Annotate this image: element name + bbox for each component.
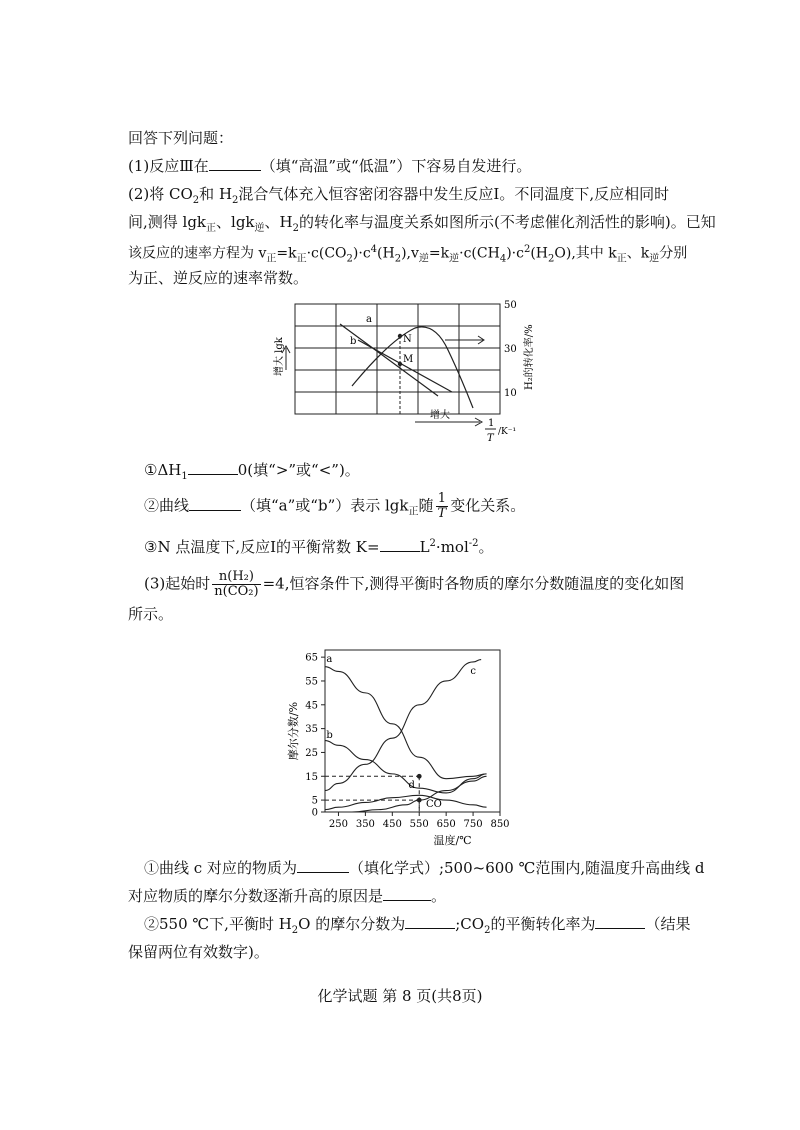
q2-text: O),其中 k — [554, 245, 617, 262]
x-unit: /K⁻¹ — [498, 427, 517, 437]
q2-text: (H — [530, 245, 549, 262]
q3ii-text: O 的摩尔分数为 — [298, 915, 406, 933]
q3ii-text: 的平衡转化率为 — [490, 915, 596, 933]
series-label-co: CO — [425, 799, 442, 811]
subscript: 2 — [548, 253, 555, 265]
x-tick-label: 650 — [436, 819, 456, 830]
conversion-curve — [352, 327, 473, 408]
q2-text: ·c(CO — [306, 245, 347, 262]
subscript: 逆 — [449, 253, 460, 265]
answer-blank-5[interactable] — [297, 858, 349, 873]
curve-a — [340, 324, 438, 396]
q2i-text: 0(填“>”或“<”)。 — [237, 461, 360, 479]
series-label-b: b — [326, 730, 333, 742]
q1-text-a: (1)反应Ⅲ在 — [128, 157, 209, 175]
q2ii-text: 变化关系。 — [450, 496, 526, 515]
fraction-numerator: 1 — [436, 492, 449, 507]
point-M — [398, 362, 402, 366]
x-tick-label: 750 — [463, 819, 483, 830]
q2-text: 该反应的速率方程为 v — [128, 245, 267, 262]
fraction-denominator: n(CO₂) — [214, 584, 259, 599]
label-b: b — [350, 336, 357, 347]
page-footer: 化学试题 第 8 页(共8页) — [317, 987, 483, 1005]
q2-text: 、H — [264, 213, 293, 231]
y-tick-label: 15 — [305, 771, 318, 783]
series-label-a: a — [326, 653, 333, 665]
q2-text: ),v — [401, 245, 419, 262]
series-label-d: d — [408, 780, 415, 792]
answer-blank-2[interactable] — [188, 460, 238, 475]
y-axis-label-right: H₂的转化率/% — [524, 324, 535, 390]
x-tick-label: 250 — [328, 819, 349, 830]
q2-text: 混合气体充入恒容密闭容器中发生反应Ⅰ。不同温度下,反应相同时 — [238, 185, 670, 203]
q2-text: =k — [428, 245, 450, 262]
q2-text: =k — [276, 245, 297, 262]
marker-point — [417, 774, 422, 779]
x-tick-label: 850 — [490, 819, 510, 830]
answer-blank-8[interactable] — [595, 914, 645, 929]
q2iii-text: ·mol — [435, 538, 469, 556]
superscript: 2 — [523, 244, 531, 255]
question-1 — [128, 156, 531, 176]
q2-text: )·c — [506, 245, 524, 262]
question-3-line-1 — [144, 570, 684, 599]
subscript: 2 — [292, 223, 299, 234]
fraction-ratio — [212, 570, 260, 599]
y-tick-label: 25 — [305, 747, 318, 759]
question-2-ii — [144, 492, 525, 523]
q3i-text: ①曲线 c 对应的物质为 — [144, 859, 297, 877]
subscript: 逆 — [649, 253, 660, 265]
fraction-denominator: T — [437, 506, 447, 521]
q2-text: (2)将 CO — [128, 185, 193, 203]
q2ii-text: ②曲线 — [144, 496, 190, 515]
subscript: 正 — [206, 223, 217, 234]
subscript: 正 — [616, 253, 627, 265]
q3i-text: 。 — [431, 887, 447, 905]
marker-point — [417, 798, 422, 803]
subscript: 正 — [266, 253, 277, 265]
y-tick-label: 65 — [305, 652, 318, 664]
subscript: 2 — [192, 195, 200, 206]
right-tick-30: 30 — [504, 344, 517, 355]
question-3-ii-line-1 — [144, 914, 690, 941]
question-2-line-2 — [128, 212, 716, 239]
rate-constant-figure — [270, 300, 550, 450]
answer-blank-7[interactable] — [405, 914, 455, 929]
superscript: 4 — [370, 244, 378, 255]
question-2-line-4: 为正、逆反应的速率常数。 — [128, 269, 309, 287]
x-axis-label: 温度/℃ — [433, 834, 472, 847]
subscript: 2 — [291, 925, 299, 936]
q2i-text: ①ΔH — [144, 461, 182, 479]
x-tick-label: 350 — [355, 819, 375, 830]
answer-blank-4[interactable] — [380, 537, 420, 552]
x-tick-label: 450 — [382, 819, 402, 830]
y-tick-label: 0 — [311, 807, 318, 819]
mole-fraction-chart — [285, 640, 525, 850]
question-2-i — [144, 460, 360, 487]
answer-blank-1[interactable] — [209, 156, 261, 171]
point-N — [398, 334, 402, 338]
subscript: 2 — [484, 925, 491, 936]
q2-text: ·c(CH — [459, 245, 500, 262]
right-tick-10: 10 — [504, 388, 517, 399]
subscript: 2 — [394, 253, 402, 265]
question-3-i-line-1 — [144, 858, 705, 878]
answer-blank-6[interactable] — [383, 886, 431, 901]
q2iii-text: L — [419, 538, 430, 556]
q3ii-text: ②550 ℃下,平衡时 H — [144, 915, 292, 933]
q1-text-b: （填“高温”或“低温”）下容易自发进行。 — [260, 157, 532, 175]
question-2-iii — [144, 534, 494, 557]
q2ii-text: 随 — [418, 496, 434, 515]
y-axis-label: 摩尔分数/% — [287, 701, 300, 761]
subscript: 2 — [232, 195, 239, 206]
subscript: 正 — [408, 506, 419, 518]
superscript: 2 — [429, 538, 436, 549]
q2-text: (H — [377, 245, 395, 262]
q3-text: (3)起始时 — [144, 574, 211, 593]
q2-text: 间,测得 lgk — [128, 213, 207, 231]
answer-blank-3[interactable] — [189, 496, 241, 511]
label-M: M — [403, 354, 414, 365]
q2-text: 的转化率与温度关系如图所示(不考虑催化剂活性的影响)。已知 — [299, 213, 716, 231]
y-tick-label: 35 — [305, 724, 318, 736]
series-label-c: c — [470, 665, 476, 677]
subscript: 逆 — [254, 223, 265, 234]
series-d-line — [325, 795, 487, 809]
q3-text: =4,恒容条件下,测得平衡时各物质的摩尔分数随温度的变化如图 — [262, 574, 685, 593]
question-3-i-line-2 — [128, 886, 446, 906]
y-axis-label-left: 增大 lgk — [274, 337, 285, 376]
q2-text: 和 H — [199, 185, 233, 203]
q2iii-text: ③N 点温度下,反应Ⅰ的平衡常数 K= — [144, 538, 380, 556]
series-c-line — [325, 660, 481, 791]
y-tick-label: 55 — [305, 676, 318, 688]
q2-text: 、lgk — [216, 213, 255, 231]
superscript: -2 — [468, 538, 479, 549]
x-tick-label: 550 — [409, 819, 429, 830]
subscript: 4 — [499, 253, 507, 265]
x-increase-label: 增大 — [430, 410, 450, 421]
x-frac-num: 1 — [488, 418, 495, 429]
question-3-line-2: 所示。 — [128, 605, 174, 623]
question-2-line-3 — [128, 240, 687, 269]
subscript: 2 — [346, 253, 353, 265]
subscript: 正 — [296, 253, 307, 265]
q2-text: 、k — [626, 245, 650, 262]
label-a: a — [366, 314, 372, 325]
y-tick-label: 5 — [311, 795, 318, 807]
q2-text: 分别 — [659, 245, 688, 262]
fraction-1-over-T — [436, 492, 449, 521]
q2ii-text: （填“a”或“b”）表示 lgk — [241, 496, 409, 515]
q3i-text: 对应物质的摩尔分数逐渐升高的原因是 — [128, 887, 384, 905]
label-N: N — [403, 334, 412, 345]
y-tick-label: 45 — [305, 700, 318, 712]
q3ii-text: ;CO — [455, 915, 485, 933]
subscript: 逆 — [418, 253, 429, 265]
q3ii-text: （结果 — [645, 915, 691, 933]
q2iii-text: 。 — [478, 538, 494, 556]
series-b-line — [325, 741, 487, 793]
question-3-ii-line-2: 保留两位有效数字)。 — [128, 943, 269, 961]
q3i-text: （填化学式）;500~600 ℃范围内,随温度升高曲线 d — [348, 859, 705, 877]
question-2-line-1 — [128, 184, 669, 211]
x-frac-den: T — [487, 433, 494, 444]
fraction-numerator: n(H₂) — [212, 570, 260, 585]
right-tick-50: 50 — [504, 300, 517, 311]
intro-text: 回答下列问题： — [128, 129, 234, 147]
q2-text: )·c — [352, 245, 371, 262]
subscript: 1 — [181, 471, 188, 482]
